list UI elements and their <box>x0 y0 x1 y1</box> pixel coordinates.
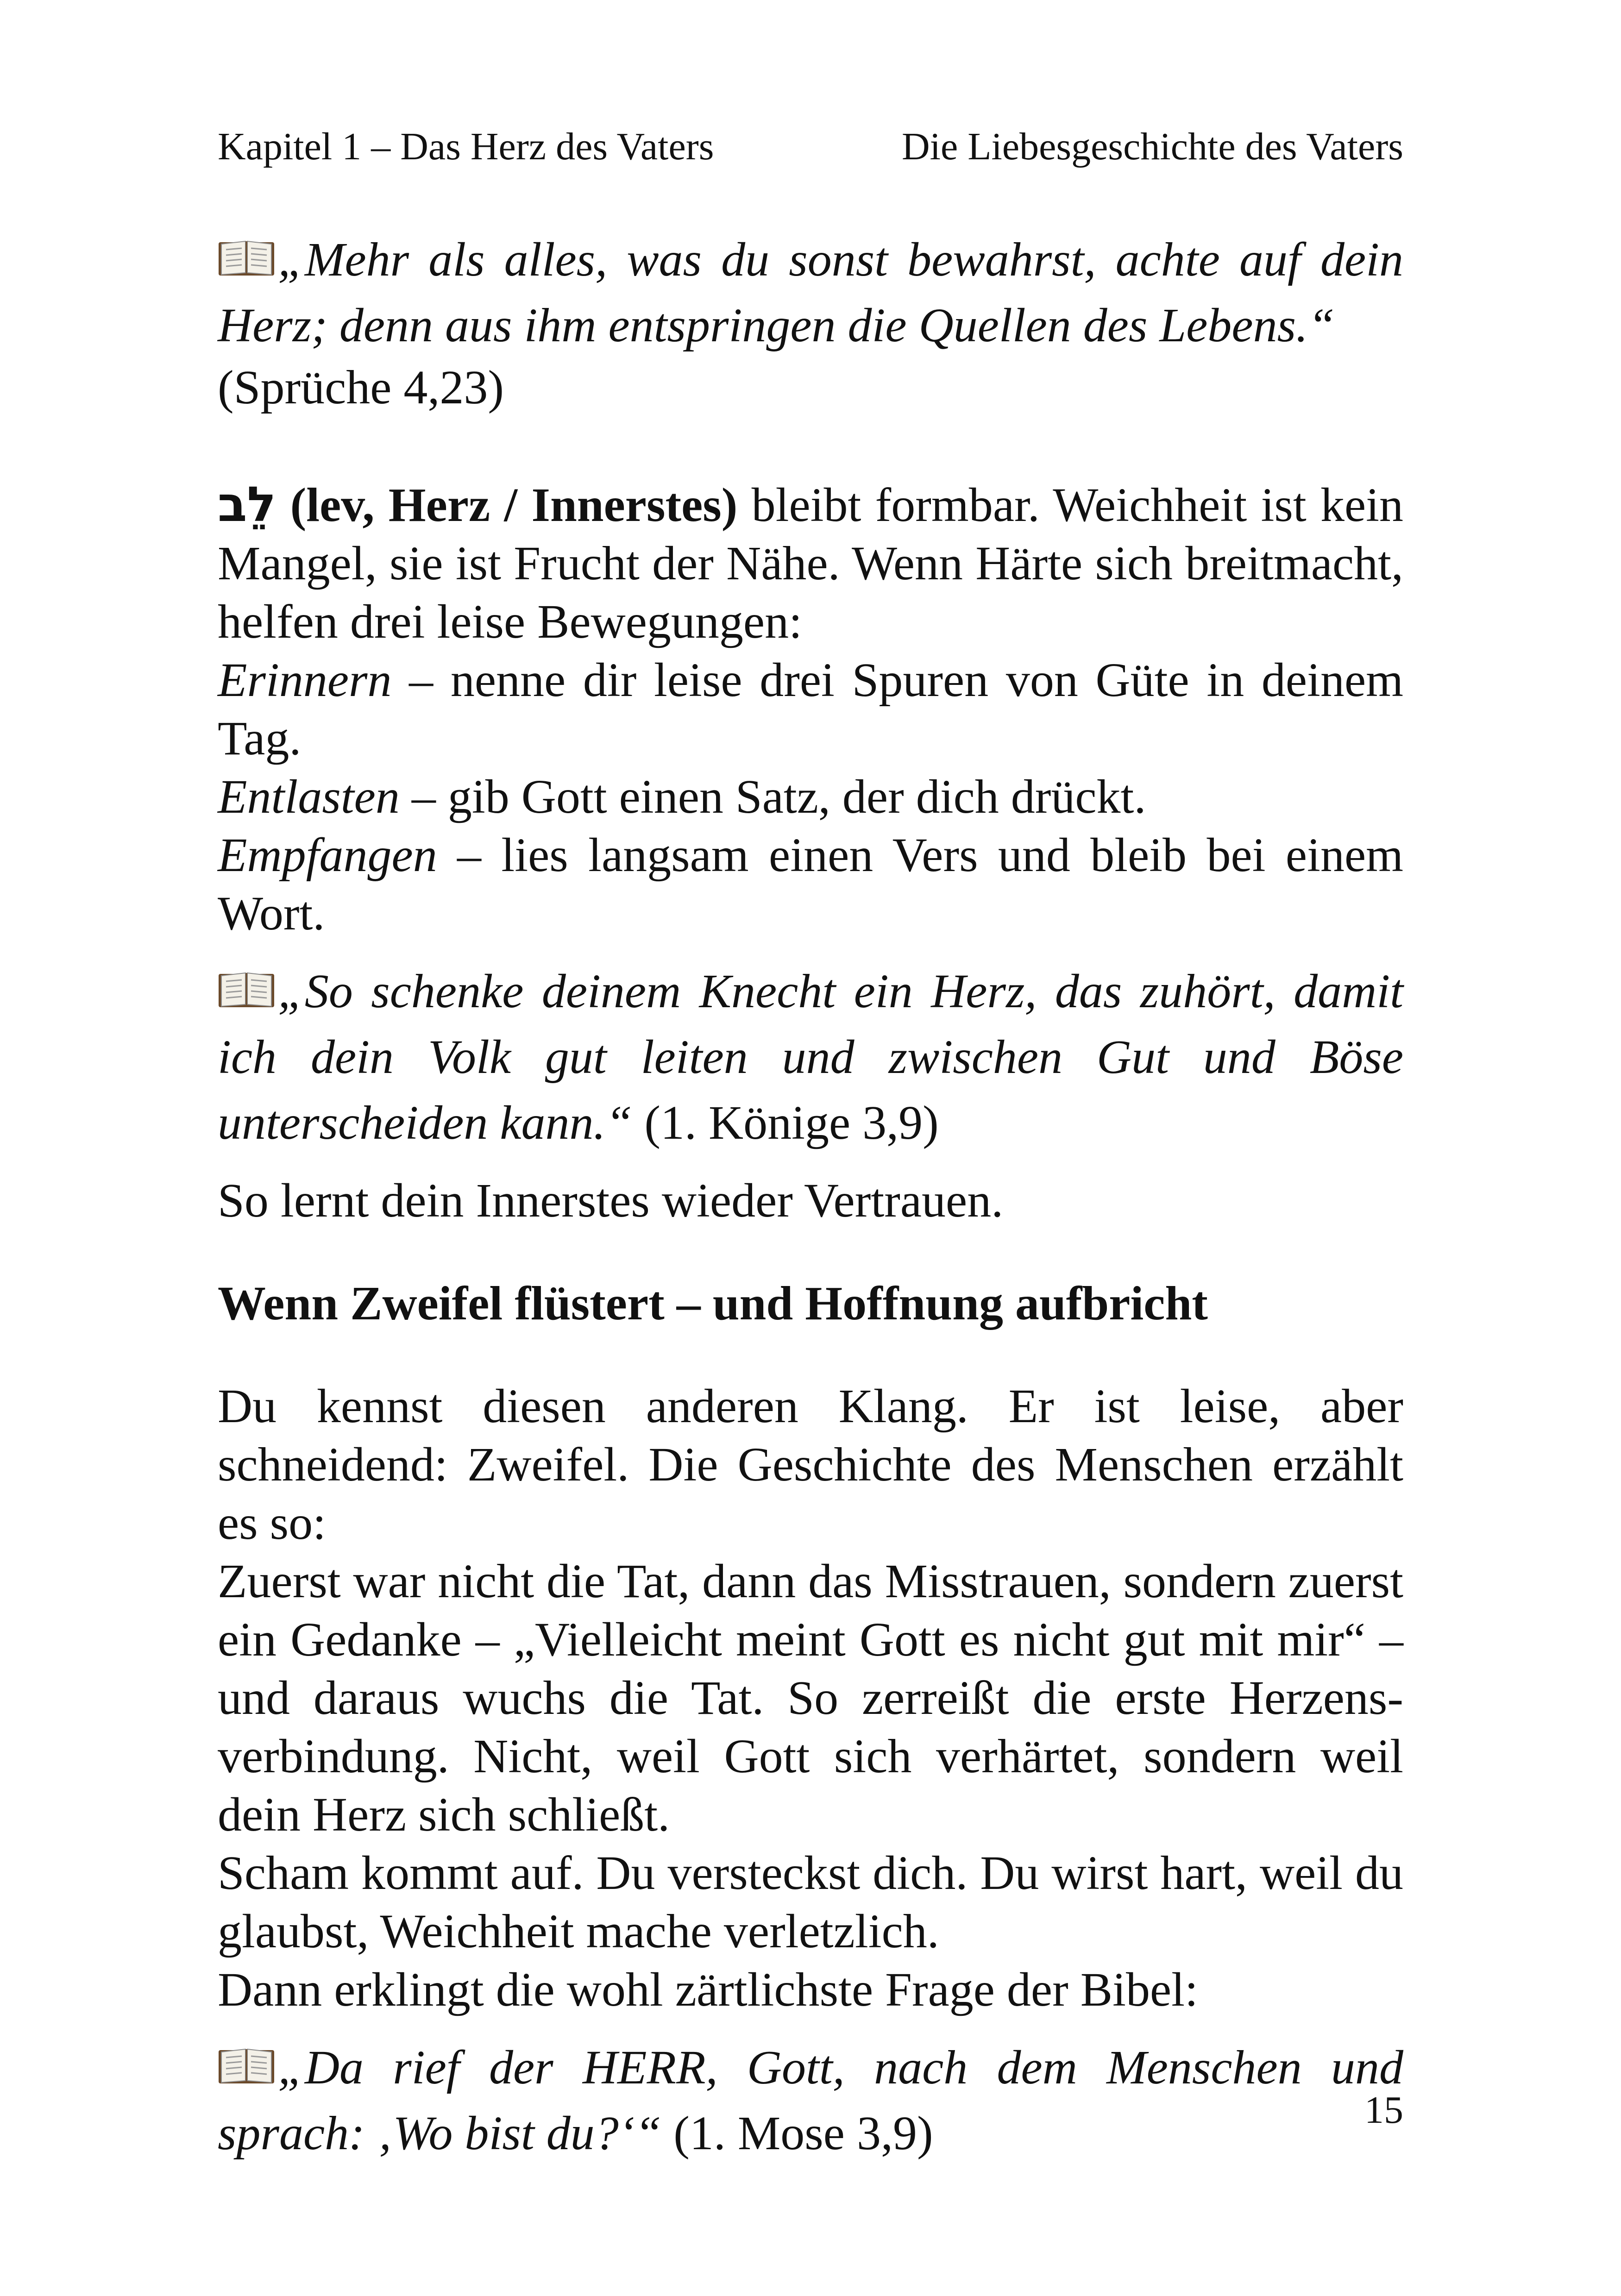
body-paragraph: Scham kommt auf. Du versteckst dich. Du wirst hart, weil du glaubst, Weichheit mache verletzlich. <box>218 1846 1403 1958</box>
running-header <box>218 121 1403 172</box>
movement-text: – lies langsam einen Vers und bleib bei einem Wort. <box>218 828 1403 940</box>
section-heading: Wenn Zweifel flüstert – und Hoffnung aufbricht <box>218 1277 1208 1330</box>
lev-text: bleibt formbar. Weichheit ist kein Mangel, sie ist Frucht der Nähe. Wenn Härte sich breitmacht, helfen drei leise Bewegungen: <box>218 478 1403 648</box>
quote-text: „So schenke deinem Knecht ein Herz, das zuhört, damit ich dein Volk gut leiten und zwischen Gut und Böse unterscheiden kann.“ <box>218 965 1403 1149</box>
movement-item <box>218 826 1403 943</box>
quote-reference <box>218 358 1403 417</box>
quote-text: „Da rief der HERR, Gott, nach dem Menschen und sprach: ‚Wo bist du?‘“ <box>218 2041 1403 2160</box>
page-number: 15 <box>1364 2089 1403 2132</box>
open-book-icon <box>218 2045 275 2085</box>
lev-paragraph <box>218 475 1403 651</box>
open-book-icon <box>218 969 275 1009</box>
movement-item <box>218 651 1403 768</box>
movement-label: Erinnern <box>218 653 392 707</box>
movement-label: Entlasten <box>218 770 400 823</box>
bible-quote-proverbs <box>218 227 1403 358</box>
page-content <box>218 227 1403 2166</box>
quote-reference-text: (1. Könige 3,9) <box>632 1096 939 1149</box>
movement-text: – gib Gott einen Satz, der dich drückt. <box>399 770 1146 823</box>
movement-item <box>218 768 1403 826</box>
body-paragraph: Zuerst war nicht die Tat, dann das Misstrauen, sondern zuerst ein Gedanke – „Vielleicht meint Gott es nicht gut mit mir“ – und daraus wuchs die Tat. So zerreißt die erste Herzens-verbindung. Nicht, weil Gott sich verhärtet, sondern weil dein Herz sich schließt. <box>218 1555 1403 1841</box>
open-book-icon <box>218 238 275 277</box>
header-book-title: Die Liebesgeschichte des Vaters <box>901 125 1403 168</box>
movement-label: Empfangen <box>218 828 437 882</box>
movement-text: – nenne dir leise drei Spuren von Güte in deinem Tag. <box>218 653 1403 765</box>
closing-line: So lernt dein Innerstes wieder Vertrauen. <box>218 1174 1004 1227</box>
body-paragraph: Dann erklingt die wohl zärtlichste Frage der Bibel: <box>218 1963 1198 2016</box>
lev-term: (lev, Herz / Innerstes) <box>276 478 738 532</box>
bible-quote-kings <box>218 959 1403 1156</box>
body-paragraph: Du kennst diesen anderen Klang. Er ist leise, aber schneidend: Zweifel. Die Geschichte des Menschen erzählt es so: <box>218 1380 1403 1549</box>
hebrew-word-lev: לֵב <box>218 476 276 533</box>
quote-text: „Mehr als alles, was du sonst bewahrst, achte auf dein Herz; denn aus ihm entspringen die Quellen des Lebens.“ <box>218 233 1403 352</box>
quote-reference-text: (Sprüche 4,23) <box>218 361 504 414</box>
header-chapter-title: Kapitel 1 – Das Herz des Vaters <box>218 125 714 168</box>
quote-reference-text: (1. Mose 3,9) <box>661 2107 933 2160</box>
bible-quote-genesis <box>218 2035 1403 2166</box>
